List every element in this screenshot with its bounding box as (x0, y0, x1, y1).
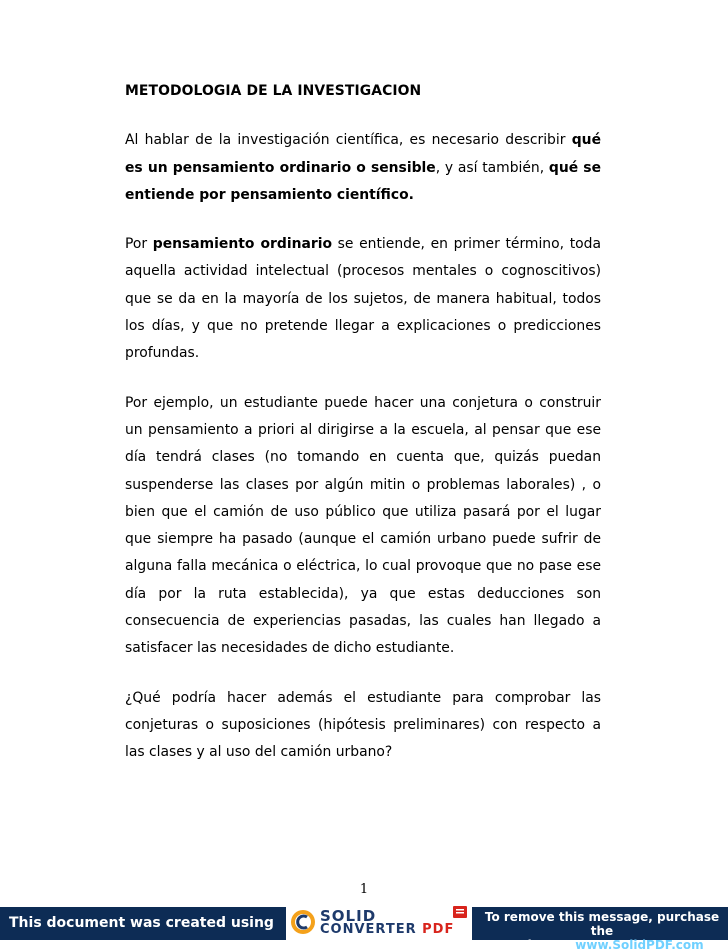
solid-converter-logo-icon (290, 909, 316, 935)
solid-converter-logo (286, 904, 472, 940)
banner-website-link[interactable]: www.SolidPDF.com (575, 938, 704, 952)
logo-word-pdf: PDF (422, 922, 455, 937)
page-number: 1 (359, 882, 369, 897)
document-body (125, 78, 601, 789)
paragraph-2 (125, 231, 601, 367)
paragraph-1 (125, 127, 601, 209)
banner-product-prefix: product at (500, 938, 576, 952)
paragraph-1-text-b: , y así también, (435, 159, 549, 176)
logo-word-solid: SOLID (320, 907, 377, 925)
paragraph-1-text-a: Al hablar de la investigación científica, es necesario describir (125, 132, 572, 149)
document-title: METODOLOGIA DE LA INVESTIGACION (125, 83, 422, 99)
logo-word-converter-text: CONVERTER (320, 922, 417, 937)
pdf-file-icon (453, 906, 467, 918)
paragraph-2-text-b: se entiende, en primer término, toda aquella actividad intelectual (procesos mentales o cognoscitivos) que se da en la mayoría de los sujetos, de manera habitual, todos los días, y que no pretende llegar a explicaciones o predicciones profundas. (125, 236, 601, 362)
paragraph-1-bold-b: qué se entiende por pensamiento científico. (125, 159, 601, 203)
banner-right-text (478, 910, 726, 952)
banner-product-line (478, 938, 726, 952)
banner-left-text: This document was created using (9, 915, 274, 931)
paragraph-1-bold-a: qué es un pensamiento ordinario o sensible (125, 132, 601, 176)
paragraph-2-text-a: Por (125, 236, 153, 253)
banner-purchase-line: To remove this message, purchase the (484, 910, 720, 938)
paragraph-4: ¿Qué podría hacer además el estudiante para comprobar las conjeturas o suposiciones (hipótesis preliminares) con respecto a las clases y al uso del camión urbano? (125, 689, 601, 761)
paragraph-2-bold: pensamiento ordinario (152, 236, 332, 253)
logo-word-converter (320, 922, 454, 937)
paragraph-3: Por ejemplo, un estudiante puede hacer una conjetura o construir un pensamiento a priori al dirigirse a la escuela, al pensar que ese día tendrá clases (no tomando en cuenta que, quizás puedan suspenderse las clases por algún mitin o problemas laborales) , o bien que el camión de uso público que utiliza pasará por el lugar que siempre ha pasado (aunque el camión urbano puede sufrir de alguna falla mecánica o eléctrica, lo cual provoque que no pase ese día por la ruta establecida), ya que estas deducciones son consecuencia de experiencias pasadas, las cuales han llegado a satisfacer las necesidades de dicho estudiante. (125, 394, 601, 657)
